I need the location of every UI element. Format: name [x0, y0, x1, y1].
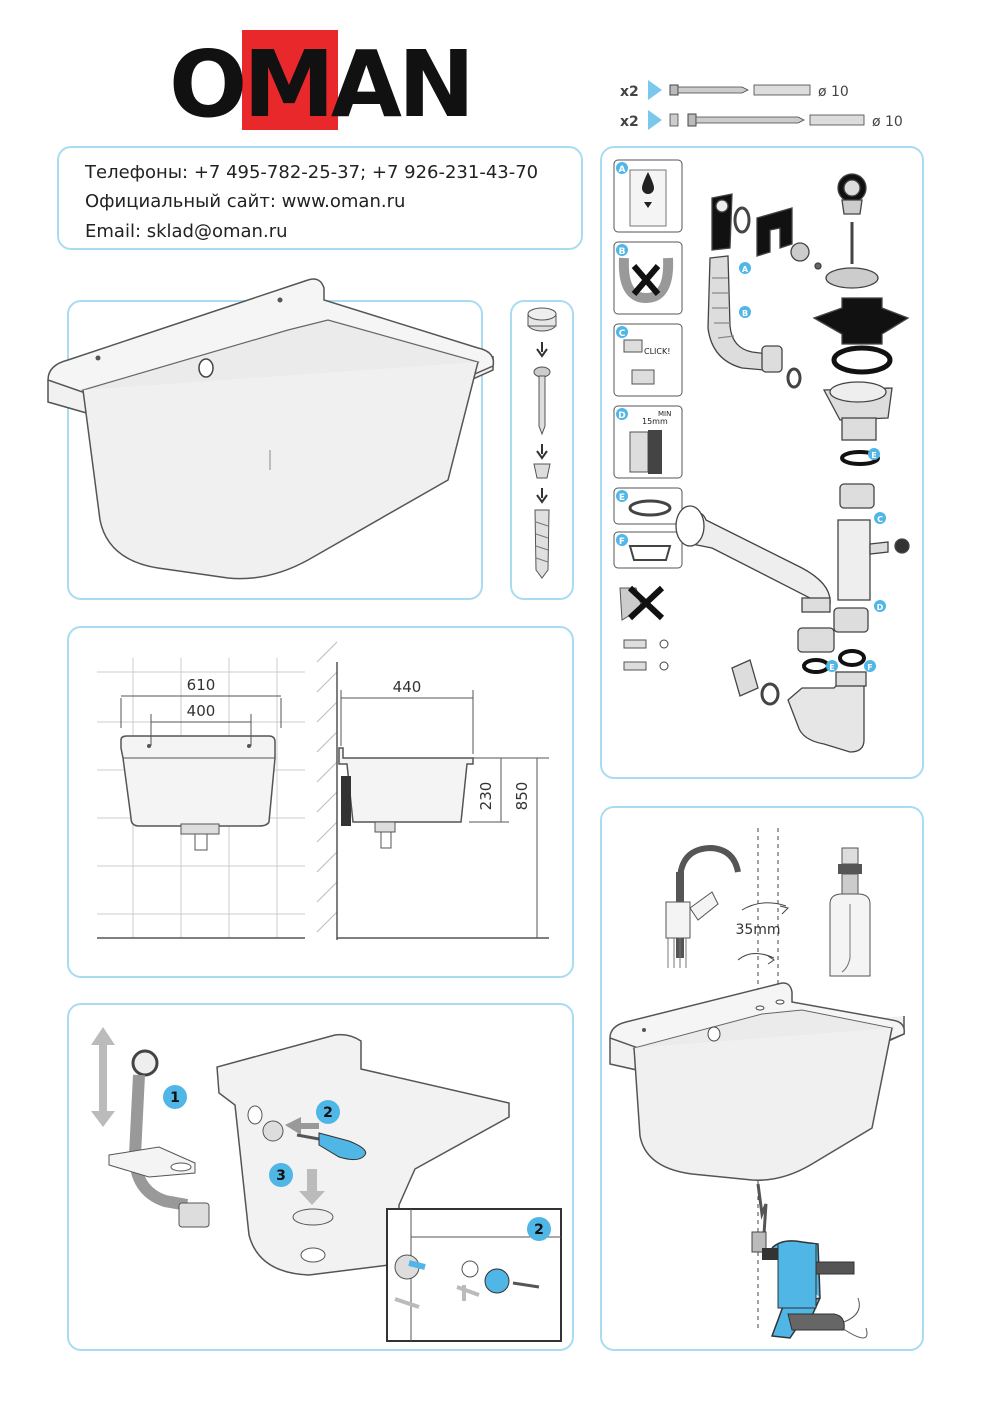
svg-text:E: E	[618, 493, 626, 503]
install-height-label: 850	[513, 781, 531, 811]
kit-row1-diameter: ø 10	[818, 84, 849, 100]
svg-text:F: F	[618, 537, 626, 547]
faucet-hole-icon	[199, 359, 213, 377]
screwdriver-icon	[624, 662, 646, 670]
sink-front-view	[121, 736, 275, 826]
screw-icon	[678, 87, 748, 93]
arrow-right-icon	[648, 110, 662, 130]
legend-box-c	[614, 324, 682, 396]
rotate-icon	[738, 953, 774, 964]
step3-badge: 3	[276, 1168, 286, 1184]
logo-text: OMAN	[169, 31, 471, 136]
svg-text:E: E	[829, 663, 835, 672]
fixing-sequence-illustration	[512, 302, 572, 598]
detail-inset	[387, 1209, 561, 1341]
svg-text:F: F	[867, 663, 873, 672]
washer-icon	[670, 114, 678, 126]
svg-text:D: D	[876, 603, 884, 612]
svg-text:A: A	[741, 265, 749, 274]
svg-text:C: C	[877, 515, 883, 524]
wall-hatching	[317, 642, 337, 932]
legend-box-e	[614, 488, 682, 524]
oman-logo	[168, 24, 478, 136]
contact-panel	[57, 146, 583, 250]
step2-badge: 2	[323, 1105, 333, 1121]
sink-illustration-small	[634, 1028, 892, 1180]
washer-icon	[534, 464, 550, 478]
kit-row1-qty: x2	[620, 84, 639, 100]
sink-side-view	[339, 748, 473, 822]
fixing-kit-legend	[612, 72, 932, 134]
depth-label: 440	[392, 678, 422, 696]
dimensions-drawing	[69, 628, 572, 976]
kit-row2-qty: x2	[620, 114, 639, 130]
arrow-right-icon	[648, 80, 662, 100]
dowel-icon	[535, 510, 549, 578]
inset-step2-badge: 2	[534, 1222, 544, 1238]
legend-box-f	[614, 532, 682, 568]
svg-text:A: A	[618, 165, 626, 175]
bowl-height-label: 230	[477, 781, 495, 811]
click-label: CLICK!	[644, 347, 671, 356]
up-down-arrow-icon	[91, 1027, 115, 1127]
width-outer-label: 610	[186, 676, 216, 694]
svg-text:E: E	[871, 451, 877, 460]
rotate-icon	[742, 903, 788, 914]
sink-illustration	[38, 270, 508, 590]
dowel-icon	[754, 85, 810, 95]
overflow-bracket	[109, 1147, 195, 1177]
width-inner-label: 400	[186, 702, 216, 720]
overflow-grille-blue	[485, 1269, 509, 1293]
faucet-icon	[680, 848, 738, 878]
legend-box-a	[614, 160, 682, 232]
faucet-drilling-illustration	[602, 808, 922, 1349]
install-steps-illustration	[69, 1005, 572, 1349]
power-drill-icon	[752, 1232, 867, 1338]
dowel-icon	[810, 115, 864, 125]
flat-gasket-icon	[630, 501, 670, 515]
screw-icon	[539, 376, 545, 434]
legend-box-b	[614, 242, 682, 314]
kit-row2-diameter: ø 10	[872, 114, 903, 130]
legend-box-d	[614, 406, 682, 478]
phones-text: Телефоны: +7 495-782-25-37; +7 926-231-43-70	[85, 162, 539, 183]
bolt-icon	[696, 117, 804, 123]
step1-badge: 1	[170, 1090, 180, 1106]
no-tools-warning	[620, 588, 668, 670]
siphon-assembly-illustration	[602, 148, 922, 777]
min-value: 15mm	[642, 417, 668, 426]
svg-text:D: D	[618, 411, 626, 421]
cone-gasket-icon	[630, 546, 670, 560]
overflow-grille	[263, 1121, 283, 1141]
arrow-down-icon	[537, 444, 547, 458]
soap-pump-icon	[842, 848, 858, 864]
arrow-down-icon	[537, 342, 547, 356]
screwdriver-icon	[624, 640, 646, 648]
website-text[interactable]: Официальный сайт: www.oman.ru	[85, 191, 406, 212]
email-text[interactable]: Email: sklad@oman.ru	[85, 221, 288, 242]
svg-text:C: C	[618, 329, 626, 339]
svg-text:B: B	[618, 247, 626, 257]
svg-text:B: B	[741, 309, 749, 318]
min-label: MIN	[658, 410, 672, 418]
drill-bit-icon	[758, 1184, 766, 1234]
hole-distance-label: 35mm	[735, 922, 781, 938]
arrow-down-icon	[537, 488, 547, 502]
